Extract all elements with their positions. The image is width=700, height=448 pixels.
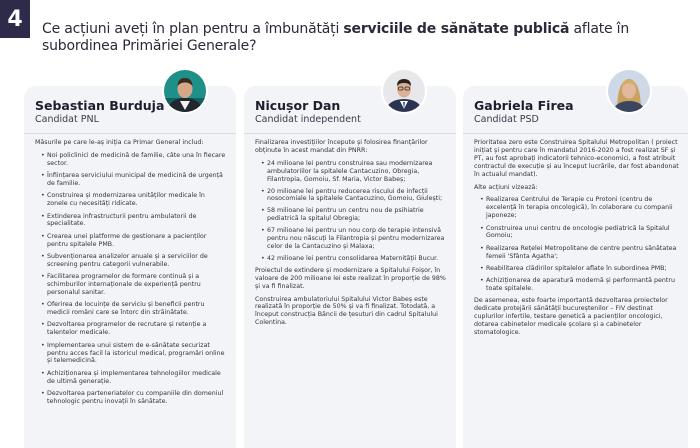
answer-list — [41, 152, 227, 406]
question-text-bold: serviciile de sănătate publică — [343, 21, 570, 37]
divider — [463, 133, 688, 134]
answer-list — [480, 196, 679, 293]
candidate-name: Sebastian Burduja — [35, 98, 165, 113]
candidate-answer — [35, 139, 227, 410]
list-item: • Construirea și modernizarea unităților medicale în zonele cu necesități ridicate. — [41, 192, 227, 208]
list-item: • Realizarea Rețelei Metropolitane de centre pentru sănătatea femeii 'Sfânta Agatha'; — [480, 245, 679, 261]
portrait-photo-icon — [383, 70, 425, 112]
candidate-party: Candidat PSD — [474, 114, 539, 125]
question-number: 4 — [0, 0, 30, 38]
avatar — [606, 68, 652, 114]
candidate-answer — [474, 139, 679, 342]
list-item: • Extinderea infrastructurii pentru ambulatorii de specialitate. — [41, 213, 227, 229]
list-item: • Achiziționarea de aparatură modernă și performantă pentru toate spitalele. — [480, 277, 679, 293]
candidate-name: Gabriela Firea — [474, 98, 574, 113]
portrait-photo-icon — [608, 70, 650, 112]
answer-intro-2: Alte acțiuni vizează: — [474, 183, 538, 191]
list-item: • Noi policlinici de medicină de familie, câte una în fiecare sector. — [41, 152, 227, 168]
list-item: • Realizarea Centrului de Terapie cu Protoni (centru de excelență în terapia oncologică), în colaborare cu companii japoneze; — [480, 196, 679, 220]
question-text-before: Ce acțiuni aveți în plan pentru a îmbunătăți — [42, 21, 344, 37]
divider — [24, 133, 236, 134]
answer-intro: Finalizarea investițiilor începute și folosirea finanțărilor obținute în acest mandat din PNRR: — [255, 139, 428, 154]
candidate-party: Candidat independent — [255, 114, 361, 125]
list-item: • Dezvoltarea programelor de recrutare și retenție a talentelor medicale. — [41, 321, 227, 337]
list-item: • Crearea unei platforme de gestionare a pacienților pentru spitalele PMB. — [41, 233, 227, 249]
answer-intro: Măsurile pe care le-aș iniția ca Primar General includ: — [35, 139, 204, 146]
question-text — [42, 21, 692, 55]
list-item: • 67 milioane lei pentru un nou corp de terapie intensivă pentru nou născuți la Filantropia și pentru modernizarea celor de la Cantacuzino și Malaxa; — [261, 227, 447, 251]
candidate-card-dan — [244, 86, 456, 448]
list-item: • Subvenționarea analizelor anuale și a serviciilor de screening pentru categorii vulnerabile. — [41, 253, 227, 269]
list-item: • Reabilitarea clădirilor spitalelor aflate în subordinea PMB; — [480, 265, 679, 273]
portrait-photo-icon — [164, 70, 206, 112]
candidate-name: Nicușor Dan — [255, 98, 341, 113]
answer-list — [261, 160, 447, 263]
list-item: • 42 milioane lei pentru consolidarea Maternității Bucur. — [261, 255, 447, 263]
list-item: • Facilitarea programelor de formare continuă și a schimburilor internaționale de experiență pentru personalul sanitar. — [41, 273, 227, 297]
question-text-after: aflate în subordinea Primăriei Generale? — [42, 21, 630, 54]
answer-closing: De asemenea, este foarte importantă dezvoltarea proiectelor dedicate protejării sănătății bucureștenilor – FIV destinat cuplurilor infertile, testare genetică a pacienților oncologici, dotarea cabinetelor medicale școlare și a cabinetelor stomatologice. — [474, 297, 668, 337]
avatar — [162, 68, 208, 114]
list-item: • Construirea unui centru de oncologie pediatrică la Spitalul Gomoiu; — [480, 225, 679, 241]
candidate-card-burduja — [24, 86, 236, 448]
list-item: • 24 milioane lei pentru construirea sau modernizarea ambulatoriilor la spitalele Cantacuzino, Obregia, Filantropia, Gomoiu, Sf. Maria, Victor Babeș; — [261, 160, 447, 184]
answer-intro: Prioritatea zero este Construirea Spitalului Metropolitan ( proiect inițiat și pentru care în mandatul 2016-2020 a fost realizat SF și PT, au fost aprobați indicatorii tehnico-economici, a fost atribuit contractul de execuție și au început lucrările, dar fost abandonat în actualul mandat). — [474, 139, 679, 178]
list-item: • 20 milioane lei pentru reducerea riscului de infecții nosocomiale la spitalele Cantacuzino, Gomoiu, Giulești; — [261, 188, 447, 204]
list-item: • Oferirea de locuințe de serviciu și beneficii pentru medicii români care se întorc din străinătate. — [41, 301, 227, 317]
list-item: • Dezvoltarea parteneriatelor cu companiile din domeniul tehnologic pentru inovații în sănătate. — [41, 390, 227, 406]
answer-paragraph: Proiectul de extindere și modernizare a Spitalului Foișor, în valoare de 200 milioane lei este realizat în proporție de 98% și va fi finalizat. — [255, 266, 446, 290]
list-item: • Înființarea serviciului municipal de medicină de urgență de familie. — [41, 172, 227, 188]
list-item: • 58 milioane lei pentru un centru nou de psihiatrie pediatrică la spitalul Obregia; — [261, 207, 447, 223]
list-item: • Achiziționarea și implementarea tehnologiilor medicale de ultimă generație. — [41, 370, 227, 386]
candidate-card-firea — [463, 86, 688, 448]
candidate-party: Candidat PNL — [35, 114, 99, 125]
list-item: • Implementarea unui sistem de e-sănătate securizat pentru acces facil la istoricul medical, programări online și telemedicină. — [41, 342, 227, 366]
candidate-answer — [255, 139, 447, 332]
divider — [244, 133, 456, 134]
avatar — [381, 68, 427, 114]
answer-paragraph: Construirea ambulatoriului Spitalului Victor Babeș este realizată în proporție de 50% și va fi finalizat. Totodată, a început construcția Băncii de țesuturi din cadrul Spitalului Colentina. — [255, 295, 438, 327]
